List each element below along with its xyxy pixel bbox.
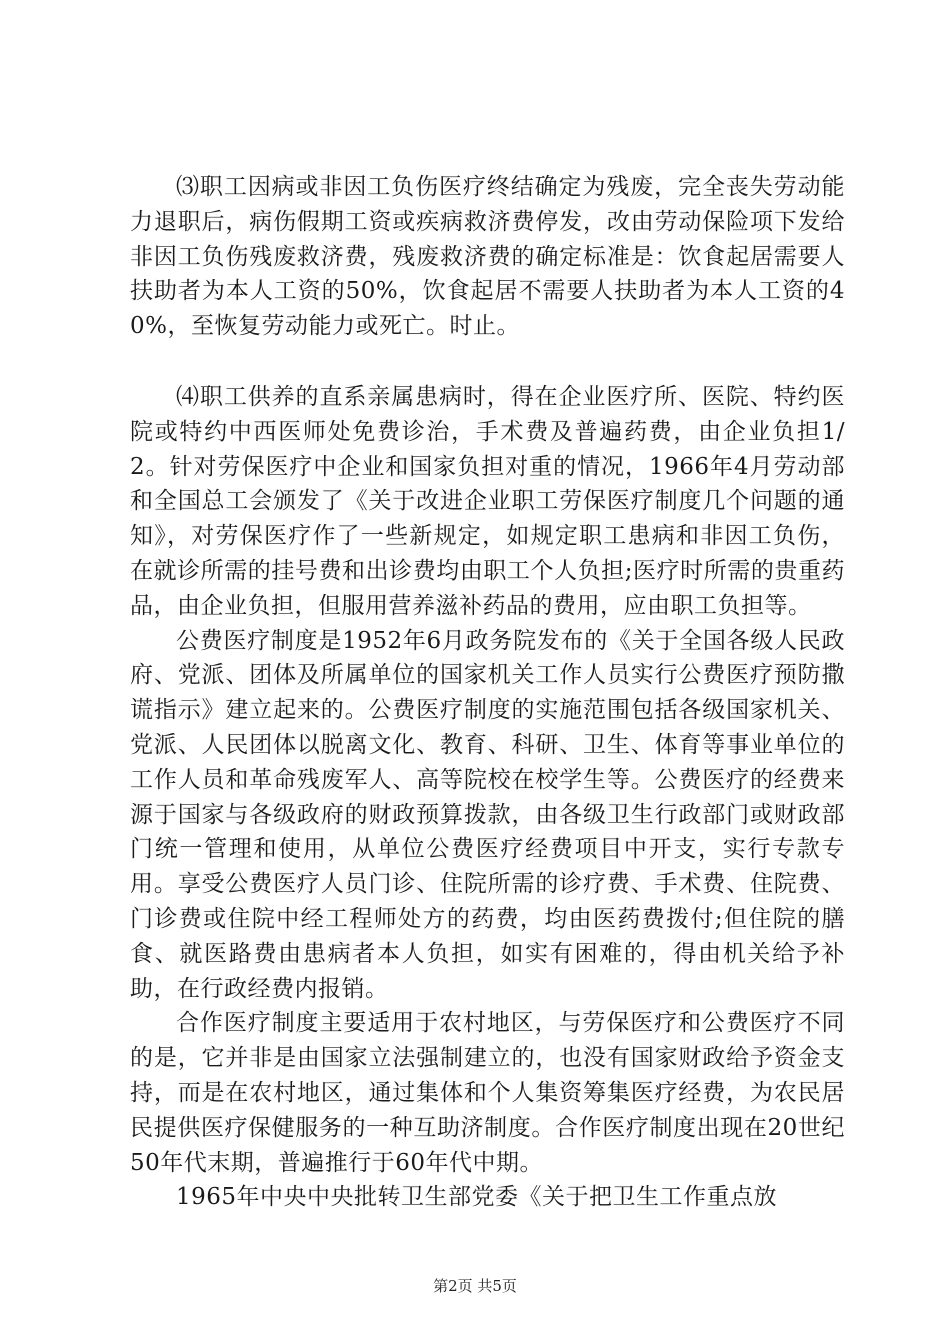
paragraph-1965-directive: 1965年中央中央批转卫生部党委《关于把卫生工作重点放 [176, 1184, 778, 1211]
page-number-footer: 第2页 共5页 [433, 1277, 517, 1295]
document-body [130, 170, 845, 1215]
paragraph-item-3: ⑶职工因病或非因工负伤医疗终结确定为残废，完全丧失劳动能力退职后，病伤假期工资或疾病救济费停发，改由劳动保险项下发给非因工负伤残废救济费，残废救济费的确定标准是：饮食起居需要人扶助者为本人工资的50%，饮食起居不需要人扶助者为本人工资的40%，至恢复劳动能力或死亡。时止。 [130, 174, 845, 340]
paragraph-public-medical: 公费医疗制度是1952年6月政务院发布的《关于全国各级人民政府、党派、团体及所属单位的国家机关工作人员实行公费医疗预防撒谎指示》建立起来的。公费医疗制度的实施范围包括各级国家机关、党派、人民团体以脱离文化、教育、科研、卫生、体育等事业单位的工作人员和革命残废军人、高等院校在校学生等。公费医疗的经费来源于国家与各级政府的财政预算拨款，由各级卫生行政部门或财政部门统一管理和使用，从单位公费医疗经费项目中开支，实行专款专用。享受公费医疗人员门诊、住院所需的诊疗费、手术费、住院费、门诊费或住院中经工程师处方的药费，均由医药费拨付;但住院的膳食、就医路费由患病者本人负担，如实有困难的，得由机关给予补助，在行政经费内报销。 [130, 627, 845, 1002]
paragraph-item-4: ⑷职工供养的直系亲属患病时，得在企业医疗所、医院、特约医院或特约中西医师处免费诊治，手术费及普遍药费，由企业负担1/2。针对劳保医疗中企业和国家负担对重的情况，1966年4月劳动部和全国总工会颁发了《关于改进企业职工劳保医疗制度几个问题的通知》，对劳保医疗作了一些新规定，如规定职工患病和非因工负伤，在就诊所需的挂号费和出诊费均由职工个人负担;医疗时所需的贵重药品，由企业负担，但服用营养滋补药品的费用，应由职工负担等。 [130, 383, 845, 619]
paragraph-cooperative-medical: 合作医疗制度主要适用于农村地区，与劳保医疗和公费医疗不同的是，它并非是由国家立法强制建立的，也没有国家财政给予资金支持，而是在农村地区，通过集体和个人集资筹集医疗经费，为农民居民提供医疗保健服务的一种互助济制度。合作医疗制度出现在20世纪50年代末期，普遍推行于60年代中期。 [130, 1010, 845, 1176]
